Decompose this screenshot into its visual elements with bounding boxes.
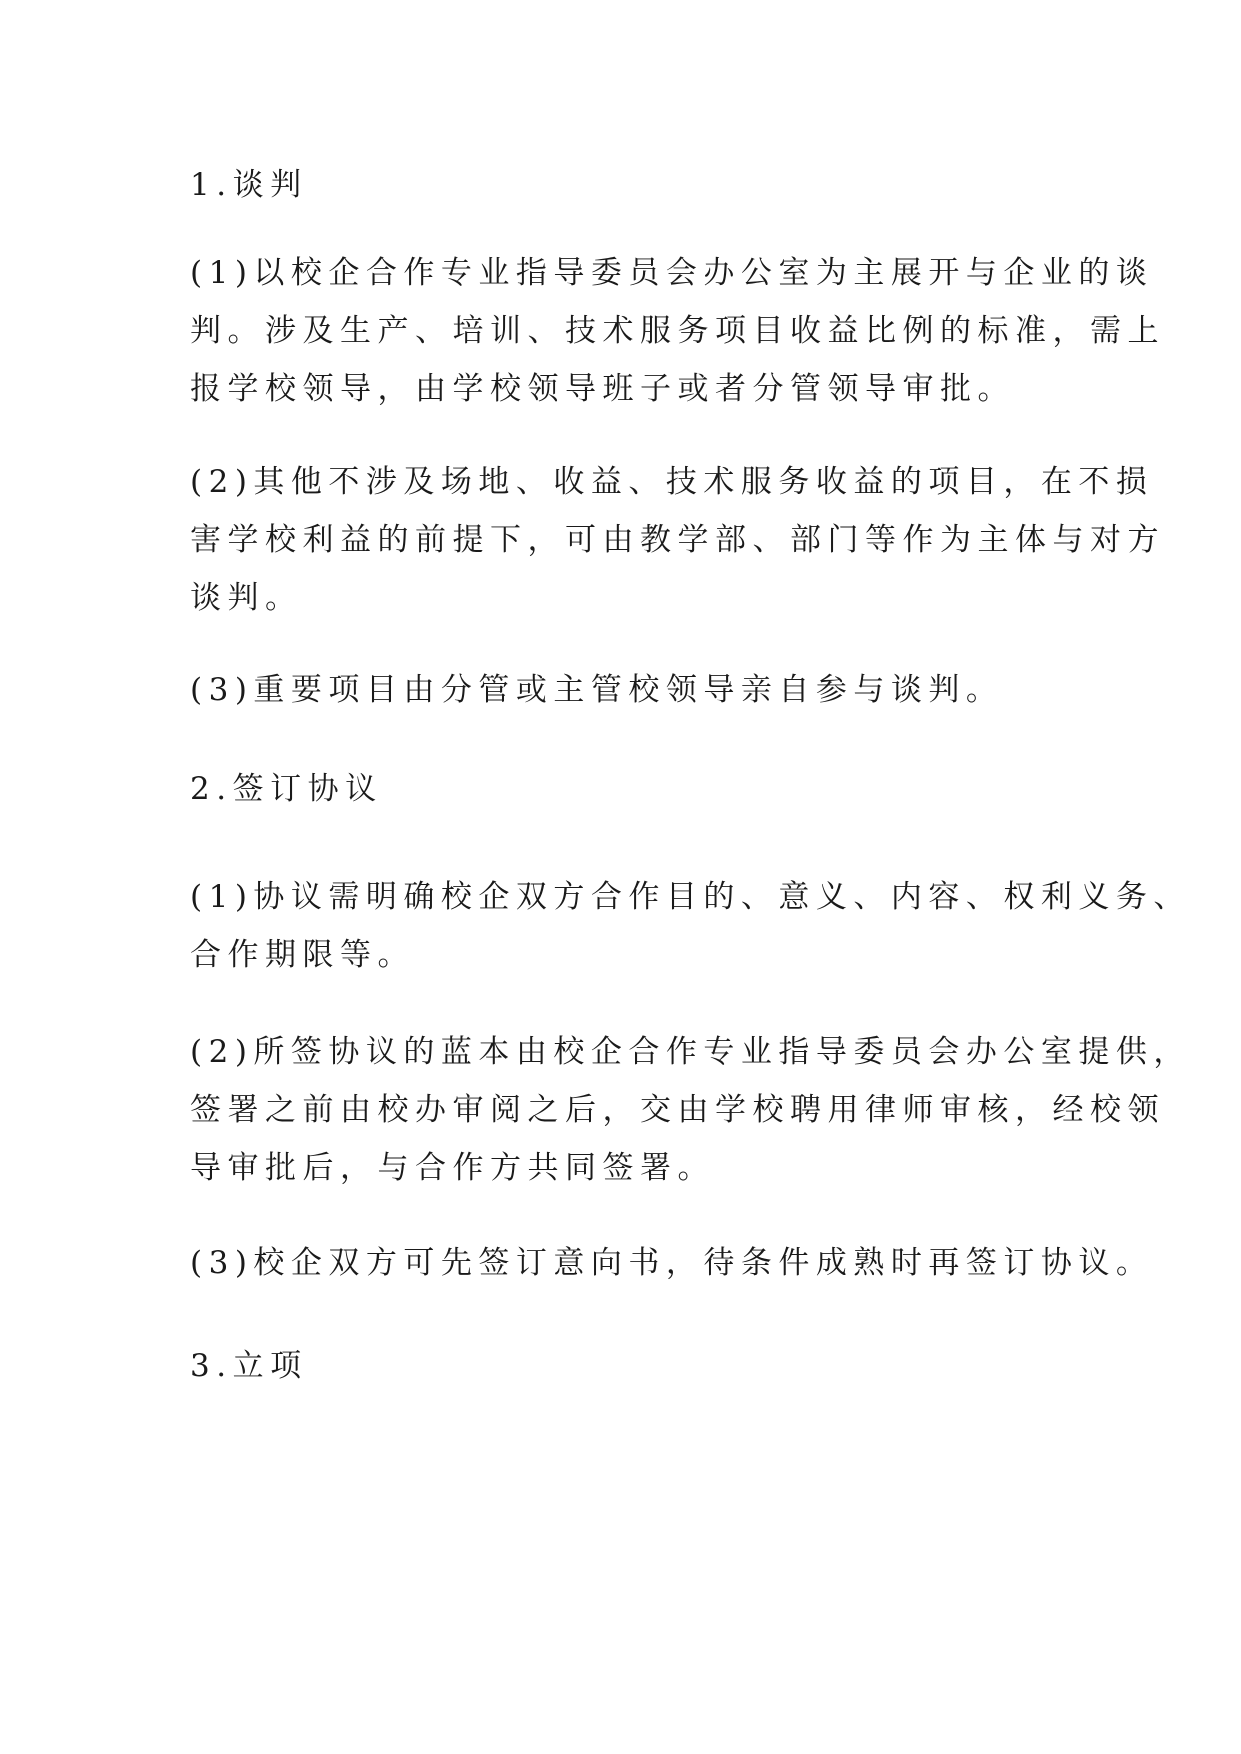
text-line: 2.签订协议 bbox=[190, 771, 383, 807]
paragraph-negotiation-1 bbox=[190, 244, 1165, 418]
section-heading-project-approval bbox=[190, 1337, 1052, 1395]
text-line: 害学校利益的前提下，可由教学部、部门等作为主体与对方 bbox=[190, 522, 1165, 558]
text-line: (2)所签协议的蓝本由校企合作专业指导委员会办公室提供， bbox=[190, 1034, 1191, 1070]
paragraph-negotiation-2 bbox=[190, 453, 1165, 627]
paragraph-negotiation-3 bbox=[190, 661, 1052, 719]
text-line: 合作期限等。 bbox=[190, 937, 415, 973]
text-line: (2)其他不涉及场地、收益、技术服务收益的项目，在不损 bbox=[190, 464, 1154, 500]
text-line: (1)以校企合作专业指导委员会办公室为主展开与企业的谈 bbox=[190, 255, 1154, 291]
text-line: 谈判。 bbox=[190, 580, 303, 616]
text-line: 导审批后，与合作方共同签署。 bbox=[190, 1150, 715, 1186]
paragraph-agreement-1 bbox=[190, 868, 1191, 984]
paragraph-agreement-2 bbox=[190, 1023, 1191, 1197]
text-line: 3.立项 bbox=[190, 1348, 308, 1384]
section-heading-negotiation bbox=[190, 156, 1052, 214]
section-heading-sign-agreement bbox=[190, 760, 1052, 818]
text-line: (3)校企双方可先签订意向书，待条件成熟时再签订协议。 bbox=[190, 1245, 1154, 1281]
text-line: (1)协议需明确校企双方合作目的、意义、内容、权利义务、 bbox=[190, 879, 1191, 915]
text-line: 1.谈判 bbox=[190, 167, 308, 203]
text-line: (3)重要项目由分管或主管校领导亲自参与谈判。 bbox=[190, 672, 1004, 708]
text-line: 报学校领导，由学校领导班子或者分管领导审批。 bbox=[190, 371, 1015, 407]
paragraph-agreement-3 bbox=[190, 1234, 1154, 1292]
text-line: 判。涉及生产、培训、技术服务项目收益比例的标准，需上 bbox=[190, 313, 1165, 349]
text-line: 签署之前由校办审阅之后，交由学校聘用律师审核，经校领 bbox=[190, 1092, 1165, 1128]
